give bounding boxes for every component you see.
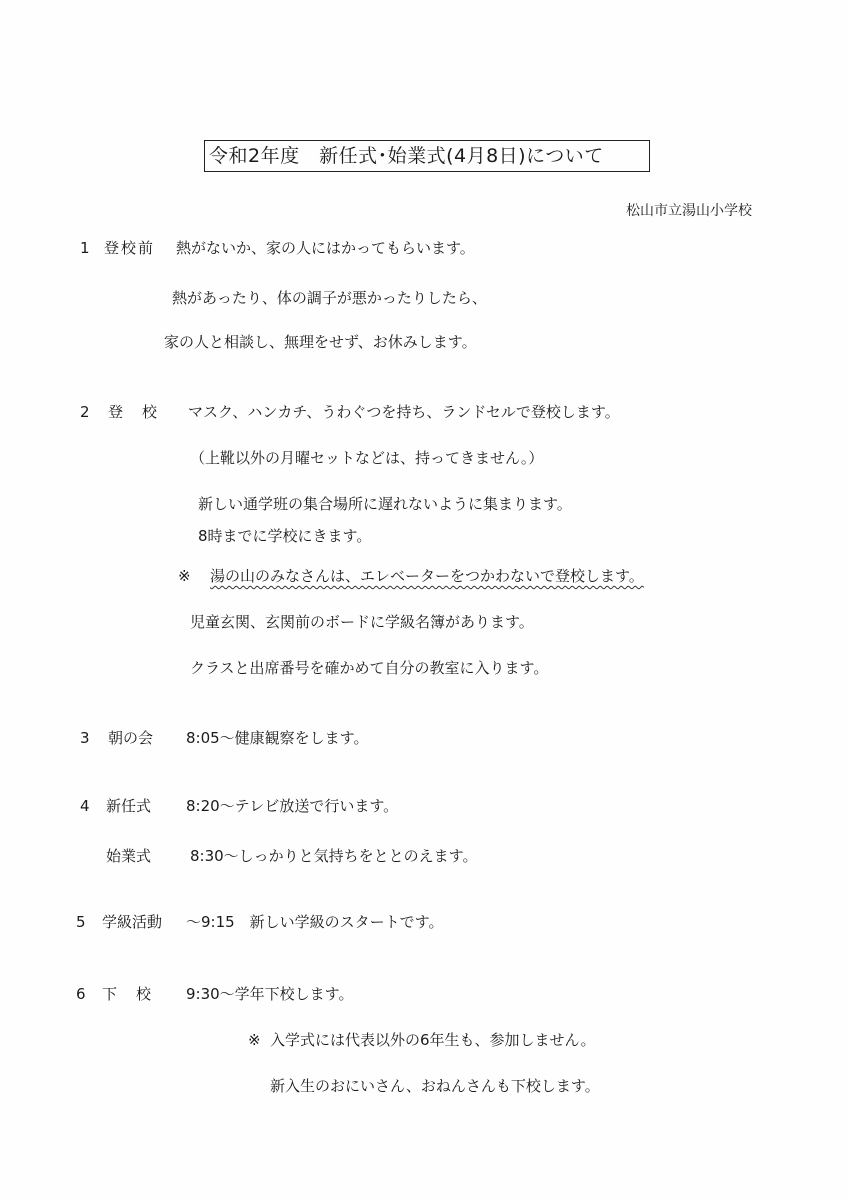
section-1-number: 1	[80, 239, 90, 257]
section-1-line-2: 熱があったり、体の調子が悪かったりしたら、	[172, 289, 487, 307]
section-6-text: 9:30～学年下校します。	[186, 985, 354, 1003]
section-3-number: 3	[80, 729, 90, 747]
section-4-sub-text: 8:30～しっかりと気持ちをととのえます。	[190, 847, 478, 865]
section-2-note-mark: ※	[178, 567, 191, 585]
section-6-note-2: 新入生のおにいさん、おねんさんも下校します。	[270, 1077, 600, 1095]
section-2-note: 湯の山のみなさんは、エレベーターをつかわないで登校します。	[210, 567, 644, 585]
section-3-heading: 朝の会	[108, 729, 154, 747]
document-title: 令和2年度 新任式･始業式(4月8日)について	[204, 140, 650, 172]
section-5-heading: 学級活動	[102, 913, 163, 931]
section-2-line-3: 新しい通学班の集合場所に遅れないように集まります。	[198, 495, 572, 513]
section-2-heading: 登 校	[108, 403, 160, 421]
section-2-after-note-2: クラスと出席番号を確かめて自分の教室に入ります。	[190, 659, 549, 677]
section-2-after-note-1: 児童玄関、玄関前のボードに学級名簿があります。	[190, 613, 534, 631]
section-2-line-4: 8時までに学校にきます。	[198, 527, 372, 545]
section-6-number: 6	[76, 985, 86, 1003]
section-4-heading: 新任式	[106, 797, 152, 815]
section-6-note-mark: ※	[248, 1031, 261, 1049]
section-1-line-1: 熱がないか、家の人にはかってもらいます。	[176, 239, 475, 257]
section-5-number: 5	[76, 913, 86, 931]
section-1-heading: 登校前	[104, 239, 156, 257]
section-4-number: 4	[80, 797, 90, 815]
section-1-line-3: 家の人と相談し、無理をせず、お休みします。	[164, 333, 477, 351]
section-3-text: 8:05～健康観察をします。	[186, 729, 369, 747]
section-4-sub-heading: 始業式	[106, 847, 152, 865]
section-6-note: 入学式には代表以外の6年生も、参加しません。	[270, 1031, 596, 1049]
section-5-text: ～9:15 新しい学級のスタートです。	[186, 913, 444, 931]
section-4-text: 8:20～テレビ放送で行います。	[186, 797, 399, 815]
section-2-line-1: マスク、ハンカチ、うわぐつを持ち、ランドセルで登校します。	[188, 403, 620, 421]
section-2-number: 2	[80, 403, 90, 421]
section-2-line-2: （上靴以外の月曜セットなどは、持ってきません。）	[190, 449, 544, 467]
school-name: 松山市立湯山小学校	[626, 203, 752, 219]
section-6-heading: 下 校	[102, 985, 154, 1003]
